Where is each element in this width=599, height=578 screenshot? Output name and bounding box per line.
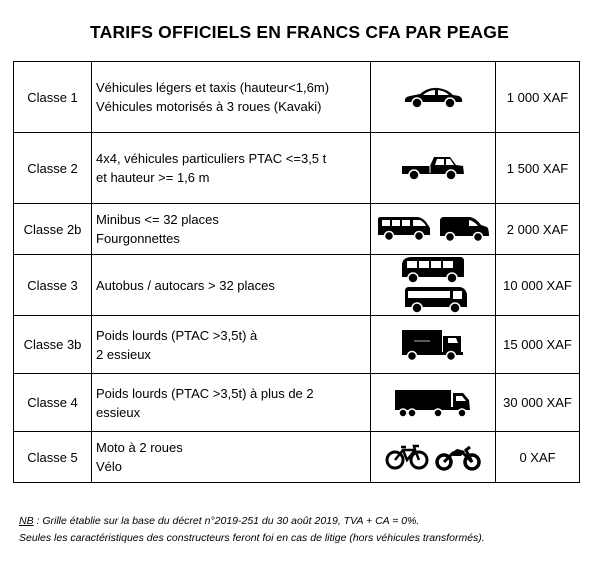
table-row [14,133,580,204]
vehicle-icons-cell [371,255,496,316]
semi-truck-icon [393,387,473,419]
table-row [14,204,580,255]
table-row [14,255,580,316]
description-line: Véhicules légers et taxis (hauteur<1,6m) [96,80,330,95]
price-cell: 15 000 XAF [496,316,580,374]
price-cell: 10 000 XAF [496,255,580,316]
vehicle-icons-cell [371,432,496,483]
price-cell: 2 000 XAF [496,204,580,255]
table-row [14,374,580,432]
footnote-line-1: : Grille établie sur la base du décret n°2019-251 du 30 août 2019, TVA + CA = 0%. [33,515,420,527]
coach-icon [403,285,469,315]
price-cell: 0 XAF [496,432,580,483]
description-line: Autobus / autocars > 32 places [96,277,275,293]
description-cell [92,316,371,374]
minibus-icon [376,216,432,242]
description-line: Fourgonnettes [96,231,180,246]
description-line: Vélo [96,459,123,474]
car-icon [402,85,464,109]
description-cell [92,133,371,204]
description-line: et hauteur >= 1,6 m [96,170,210,185]
footnote-line-2: Seules les caractéristiques des constructeurs feront foi en cas de litige (hors véhicules transformés). [19,532,485,544]
class-cell: Classe 3 [14,255,92,316]
description-line: 4x4, véhicules particuliers PTAC <=3,5 t [96,151,327,166]
description-cell [92,255,371,316]
van-icon [438,215,490,243]
vehicle-icons-cell [371,374,496,432]
description-line: 2 essieux [96,346,151,362]
description-cell [92,204,371,255]
tariff-table [13,61,580,483]
vehicle-icons-cell [371,204,496,255]
description-line: Minibus <= 32 places [96,212,219,227]
class-cell: Classe 2b [14,204,92,255]
vehicle-icons-cell [371,62,496,133]
description-line: Poids lourds (PTAC >3,5t) à plus de 2 [96,385,314,401]
class-cell: Classe 5 [14,432,92,483]
description-line: essieux [96,404,141,420]
page-title: TARIFS OFFICIELS EN FRANCS CFA PAR PEAGE [90,22,509,42]
footnote [19,513,485,547]
description-line: Moto à 2 roues [96,440,183,455]
description-cell [92,432,371,483]
description-cell [92,62,371,133]
table-row [14,62,580,133]
box-truck-icon [400,328,466,362]
pickup-truck-icon [400,154,466,182]
class-cell: Classe 1 [14,62,92,133]
class-cell: Classe 2 [14,133,92,204]
class-cell: Classe 4 [14,374,92,432]
motorcycle-icon [435,443,481,471]
class-cell: Classe 3b [14,316,92,374]
bicycle-icon [385,444,429,470]
table-row [14,316,580,374]
price-cell: 30 000 XAF [496,374,580,432]
footnote-label: NB [19,515,34,527]
price-cell: 1 500 XAF [496,133,580,204]
description-line: Véhicules motorisés à 3 roues (Kavaki) [96,99,322,114]
description-line: Poids lourds (PTAC >3,5t) à [96,327,258,343]
vehicle-icons-cell [371,133,496,204]
bus-icon [400,255,466,285]
vehicle-icons-cell [371,316,496,374]
price-cell: 1 000 XAF [496,62,580,133]
description-cell [92,374,371,432]
table-row [14,432,580,483]
